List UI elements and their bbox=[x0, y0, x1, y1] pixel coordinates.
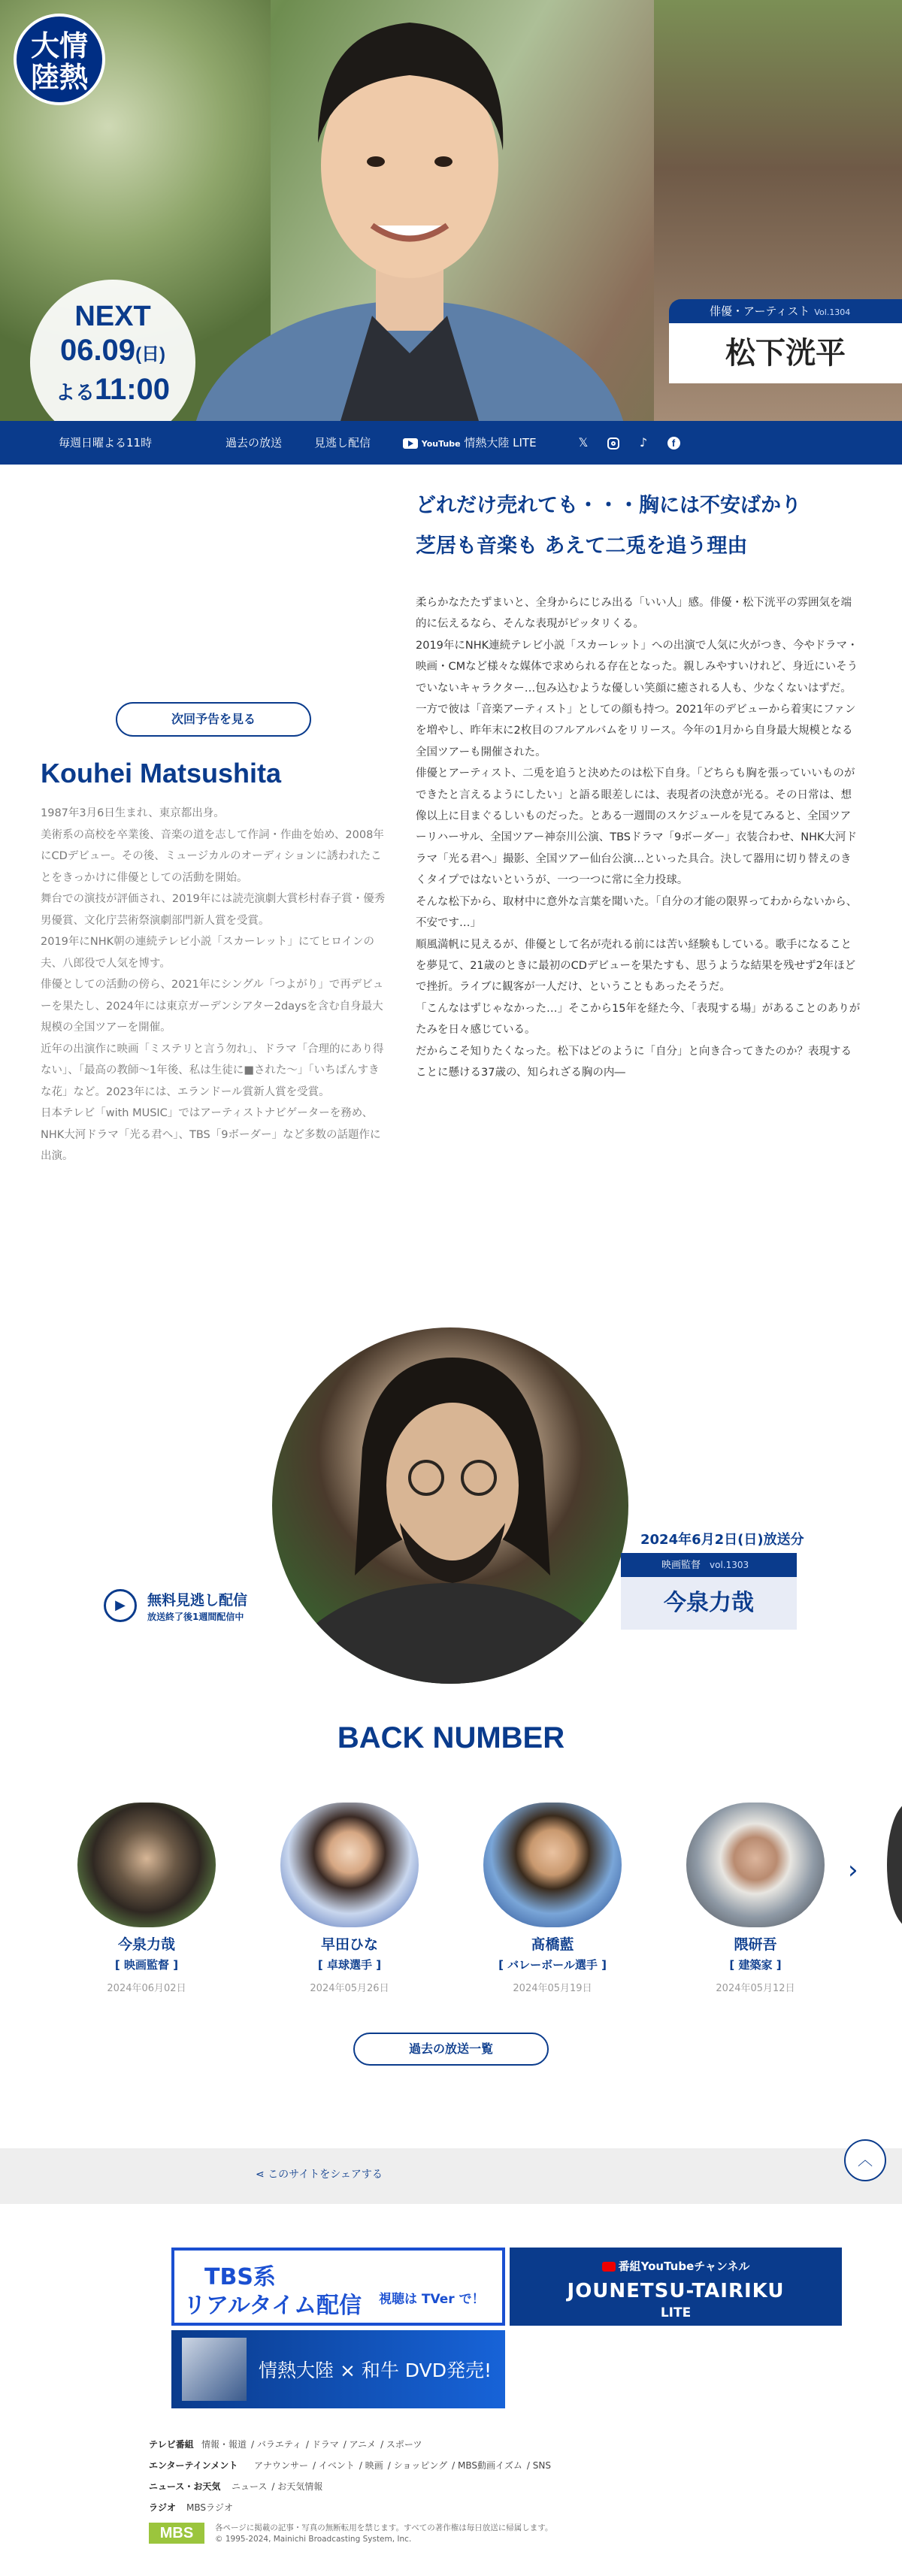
youtube-channel-banner[interactable] bbox=[510, 2248, 842, 2326]
back-number-card[interactable] bbox=[684, 1803, 827, 1994]
previous-guest-role-text: 映画監督 bbox=[661, 1560, 701, 1571]
free-streaming-sub: 放送終了後1週間配信中 bbox=[147, 1612, 244, 1622]
next-label: NEXT bbox=[74, 301, 151, 332]
footer-link[interactable]: アナウンサー bbox=[254, 2460, 309, 2471]
youtube-banner-line-1 bbox=[510, 2258, 842, 2274]
footer-links bbox=[149, 2434, 555, 2518]
back-number-date: 2024年05月26日 bbox=[310, 1983, 389, 1994]
dvd-banner[interactable] bbox=[171, 2330, 505, 2408]
youtube-icon bbox=[403, 438, 418, 449]
youtube-icon bbox=[602, 2262, 616, 2272]
logo-line-2: 陸熱 bbox=[30, 60, 88, 94]
previous-guest-vol: vol.1303 bbox=[710, 1560, 749, 1570]
profile-bio bbox=[41, 803, 386, 1167]
footer-link[interactable]: スポーツ bbox=[386, 2439, 422, 2450]
footer-link[interactable]: 情報・報道 bbox=[201, 2439, 247, 2450]
bio-paragraph: 2019年にNHK朝の連続テレビ小説「スカーレット」にてヒロインの夫、八郎役で人気を博す。 bbox=[41, 936, 374, 970]
footer-copyright bbox=[215, 2523, 552, 2545]
footer-link[interactable]: アニメ bbox=[349, 2439, 377, 2450]
tbs-banner-line-1: TBS系 bbox=[204, 2264, 276, 2290]
back-number-card[interactable] bbox=[75, 1803, 218, 1994]
article-paragraph: 一方で彼は「音楽アーティスト」としての顔も持つ。2021年のデビューから着実にファンを増やし、昨年末に2枚目のフルアルバムをリリース。今年の1月から自身最大規模となる全国ツアーも開催された。 bbox=[416, 704, 856, 758]
nav-past-broadcasts[interactable]: 過去の放送 bbox=[226, 436, 283, 450]
next-time-value: 11:00 bbox=[94, 373, 171, 406]
preview-button[interactable]: 次回予告を見る bbox=[116, 702, 311, 737]
next-dow: (日) bbox=[135, 344, 166, 365]
chevron-up-icon: ︿ bbox=[858, 2151, 873, 2169]
back-number-date: 2024年06月02日 bbox=[107, 1983, 186, 1994]
article-paragraph: 2019年にNHK連続テレビ小説「スカーレット」への出演で人気に火がつき、今やドラマ・映画・CMなど様々な媒体で求められる存在となった。親しみやすいけれど、身近にいそうでいないキャラクター…包み込むような優しい笑顔に癒される人も、少なくないはずだ。 bbox=[416, 639, 858, 695]
back-number-title: BACK NUMBER bbox=[337, 1721, 565, 1754]
tiktok-icon[interactable]: ♪ bbox=[639, 435, 648, 450]
footer-row: ニュース・お天気 ニュース / お天気情報 bbox=[149, 2476, 555, 2497]
back-number-card[interactable] bbox=[481, 1803, 624, 1994]
bio-paragraph: 日本テレビ「with MUSIC」ではアーティストナビゲーターを務め、NHK大河ドラマ「光る君へ」、TBS「9ボーダー」など多数の話題作に出演。 bbox=[41, 1107, 381, 1162]
bio-paragraph: 1987年3月6日生まれ、東京都出身。 bbox=[41, 807, 225, 819]
footer-row-head: ニュース・お天気 bbox=[149, 2481, 221, 2492]
bio-paragraph: 俳優としての活動の傍ら、2021年にシングル「つよがり」で再デビューを果たし、2024年には東京ガーデンシアター2daysを含む自身最大規模の全国ツアーを開催。 bbox=[41, 979, 384, 1034]
article-paragraph: 柔らかなたたずまいと、全身からにじみ出る「いい人」感。俳優・松下洸平の雰囲気を端的に伝えるなら、そんな表現がピッタリくる。 bbox=[416, 597, 852, 631]
back-number-photo bbox=[77, 1803, 216, 1927]
article-paragraph: そんな松下から、取材中に意外な言葉を聞いた。「自分の才能の限界ってわからないから、不安です…」 bbox=[416, 895, 858, 930]
footer-notice: 各ページに掲載の記事・写真の無断転用を禁じます。すべての著作権は毎日放送に帰属します。 bbox=[215, 2523, 553, 2532]
tbs-banner-line-2: リアルタイム配信 bbox=[183, 2293, 362, 2319]
episode-headline bbox=[416, 486, 867, 567]
footer-row-head: テレビ番組 bbox=[149, 2439, 194, 2450]
back-number-photo bbox=[686, 1803, 825, 1927]
back-number-card[interactable] bbox=[278, 1803, 421, 1994]
youtube-brand-text: YouTube bbox=[421, 439, 461, 449]
youtube-banner-line-2: JOUNETSU-TAIRIKU bbox=[567, 2280, 785, 2302]
back-number-date: 2024年05月12日 bbox=[716, 1983, 795, 1994]
footer-link[interactable]: 映画 bbox=[365, 2460, 383, 2471]
next-broadcast-badge bbox=[30, 280, 195, 421]
global-nav bbox=[0, 421, 902, 465]
footer-link[interactable]: MBSラジオ bbox=[186, 2502, 233, 2513]
episode-article bbox=[416, 592, 861, 1083]
back-to-top-button[interactable] bbox=[844, 2139, 886, 2181]
article-paragraph: 俳優とアーティスト、二兎を追うと決めたのは松下自身。「どちらも胸を張っていいものができたと言えるようにしたい」と語る眼差しには、表現者の決意が光る。その日常は、想像以上に目まぐるしいものだった。とある一週間のスケジュールを見てみると、全国ツアーリハーサル、全国ツアー神奈川公演、TBSドラマ「9ボーダー」衣装合わせ、NHK大河ドラマ「光る君へ」撮影、全国ツアー仙台公演…といった具合。決して器用に切り替えのきくタイプではないというが、一つ一つに常に全力投球。 bbox=[416, 767, 858, 887]
footer-link[interactable]: SNS bbox=[532, 2460, 551, 2471]
nav-youtube-link[interactable] bbox=[403, 421, 537, 466]
next-time-prefix: よる bbox=[55, 381, 95, 404]
current-guest-role bbox=[669, 299, 902, 323]
back-number-name: 隈研吾 bbox=[734, 1936, 777, 1953]
back-number-name: 髙橋藍 bbox=[531, 1936, 574, 1953]
previous-guest-name: 今泉力哉 bbox=[621, 1577, 797, 1630]
previous-guest-role bbox=[621, 1553, 797, 1577]
footer-row: テレビ番組 情報・報道 / バラエティ / ドラマ / アニメ / スポーツ bbox=[149, 2434, 555, 2455]
back-number-date: 2024年05月19日 bbox=[513, 1983, 592, 1994]
youtube-channel-label: 情熱大陸 LITE bbox=[464, 436, 537, 450]
profile-name-en: Kouhei Matsushita bbox=[41, 758, 282, 789]
share-label: このサイトをシェアする bbox=[268, 2169, 383, 2181]
copyright-text: © 1995-2024, Mainichi Broadcasting System, Inc. bbox=[215, 2535, 412, 2544]
bio-paragraph: 美術系の高校を卒業後、音楽の道を志して作詞・作曲を始め、2008年にCDデビュー。その後、ミュージカルのオーディションに誘われたことをきっかけに俳優としての活動を開始。 bbox=[41, 828, 384, 884]
x-twitter-icon[interactable]: 𝕏 bbox=[578, 435, 589, 450]
next-date bbox=[30, 333, 195, 372]
article-paragraph: だからこそ知りたくなった。松下はどのように「自分」と向き合ってきたのか？表現することに懸ける37歳の、知られざる胸の内― bbox=[416, 1045, 852, 1079]
current-guest-nameplate bbox=[669, 299, 902, 383]
back-number-photo bbox=[483, 1803, 622, 1927]
back-number-photo bbox=[280, 1803, 419, 1927]
nav-missed-streaming[interactable]: 見逃し配信 bbox=[314, 436, 371, 450]
logo-line-1: 大情 bbox=[30, 29, 88, 62]
current-guest-role-text: 俳優・アーティスト bbox=[710, 304, 810, 318]
back-number-next-peek bbox=[887, 1803, 902, 1927]
hero-section bbox=[0, 0, 902, 421]
previous-guest-photo[interactable] bbox=[272, 1327, 628, 1684]
mbs-logo[interactable]: MBS bbox=[149, 2523, 204, 2544]
hero-guest-photo bbox=[184, 0, 635, 421]
back-number-name: 今泉力哉 bbox=[117, 1936, 175, 1953]
current-guest-vol: Vol.1304 bbox=[814, 307, 851, 317]
back-number-name: 早田ひな bbox=[320, 1936, 378, 1953]
back-number-role: [ バレーボール選手 ] bbox=[498, 1958, 607, 1972]
footer-row bbox=[149, 2497, 555, 2518]
footer-row: エンターテインメント アナウンサー / イベント / 映画 / ショッピング / MBS動画イズム / SNS bbox=[149, 2455, 555, 2476]
dvd-thumbnail bbox=[182, 2338, 247, 2401]
current-guest-name: 松下洸平 bbox=[669, 323, 902, 383]
footer-link[interactable]: ドラマ bbox=[311, 2439, 339, 2450]
previous-guest-portrait bbox=[272, 1327, 628, 1684]
article-paragraph: 「こんなはずじゃなかった…」そこから15年を経た今、「表現する場」があることのありがたみを日々感じている。 bbox=[416, 1002, 861, 1037]
bio-paragraph: 舞台での演技が評価され、2019年には読売演劇大賞杉村春子賞・優秀男優賞、文化庁芸術祭演劇部門新人賞を受賞。 bbox=[41, 893, 386, 927]
past-broadcasts-button[interactable]: 過去の放送一覧 bbox=[353, 2033, 549, 2066]
article-paragraph: 順風満帆に見えるが、俳優として名が売れる前には苦い経験もしている。歌手になることを夢見て、21歳のときに最初のCDデビューを果たすも、思うような結果を残せず2年ほどで挫折。ライブに観客が一人だけ、ということもあったそうだ。 bbox=[416, 938, 856, 994]
site-logo[interactable] bbox=[14, 14, 105, 105]
facebook-icon[interactable]: f bbox=[666, 435, 681, 450]
back-number-role: [ 卓球選手 ] bbox=[317, 1958, 382, 1972]
back-number-role: [ 映画監督 ] bbox=[114, 1958, 179, 1972]
play-icon: ▶ bbox=[104, 1589, 137, 1622]
next-date-value: 06.09 bbox=[59, 334, 136, 367]
headline-line-2: 芝居も音楽も あえて二兎を追う理由 bbox=[416, 534, 748, 558]
share-band bbox=[0, 2148, 902, 2204]
previous-broadcast-date: 2024年6月2日(日)放送分 bbox=[640, 1532, 804, 1548]
back-number-role: [ 建築家 ] bbox=[729, 1958, 782, 1972]
bio-paragraph: 近年の出演作に映画「ミステリと言う勿れ」、ドラマ「合理的にあり得ない」、「最高の教師〜1年後、私は生徒に■された〜」「いちばんすきな花」など。2023年には、エランドール賞新人賞を受賞。 bbox=[41, 1043, 384, 1098]
chevron-right-icon[interactable]: › bbox=[848, 1855, 858, 1885]
free-streaming-label: 無料見逃し配信 bbox=[147, 1592, 248, 1609]
footer-link[interactable]: ニュース bbox=[232, 2481, 268, 2492]
nav-schedule: 毎週日曜よる11時 bbox=[59, 436, 153, 450]
footer-link[interactable]: イベント bbox=[318, 2460, 355, 2471]
next-time bbox=[30, 372, 195, 410]
headline-line-1: どれだけ売れても・・・胸には不安ばかり bbox=[416, 494, 801, 517]
footer-link[interactable]: MBS動画イズム bbox=[458, 2460, 522, 2471]
footer-link[interactable]: バラエティ bbox=[256, 2439, 301, 2450]
share-link[interactable] bbox=[256, 2166, 383, 2181]
youtube-banner-line-3: LITE bbox=[660, 2305, 692, 2320]
tver-label: 視聴は TVer で！ bbox=[379, 2292, 485, 2307]
footer-link[interactable]: お天気情報 bbox=[277, 2481, 323, 2492]
dvd-banner-text: 情熱大陸 × 和牛 DVD発売! bbox=[259, 2360, 492, 2381]
footer-link[interactable]: ショッピング bbox=[393, 2460, 448, 2471]
share-icon: ⋖ bbox=[256, 2169, 268, 2181]
instagram-icon[interactable] bbox=[606, 435, 621, 450]
footer-row-head: ラジオ bbox=[149, 2502, 177, 2513]
tbs-realtime-banner[interactable] bbox=[171, 2248, 505, 2326]
youtube-banner-line-1-text: 番組YouTubeチャンネル bbox=[618, 2260, 750, 2273]
footer-row-head: エンターテインメント bbox=[149, 2460, 238, 2471]
